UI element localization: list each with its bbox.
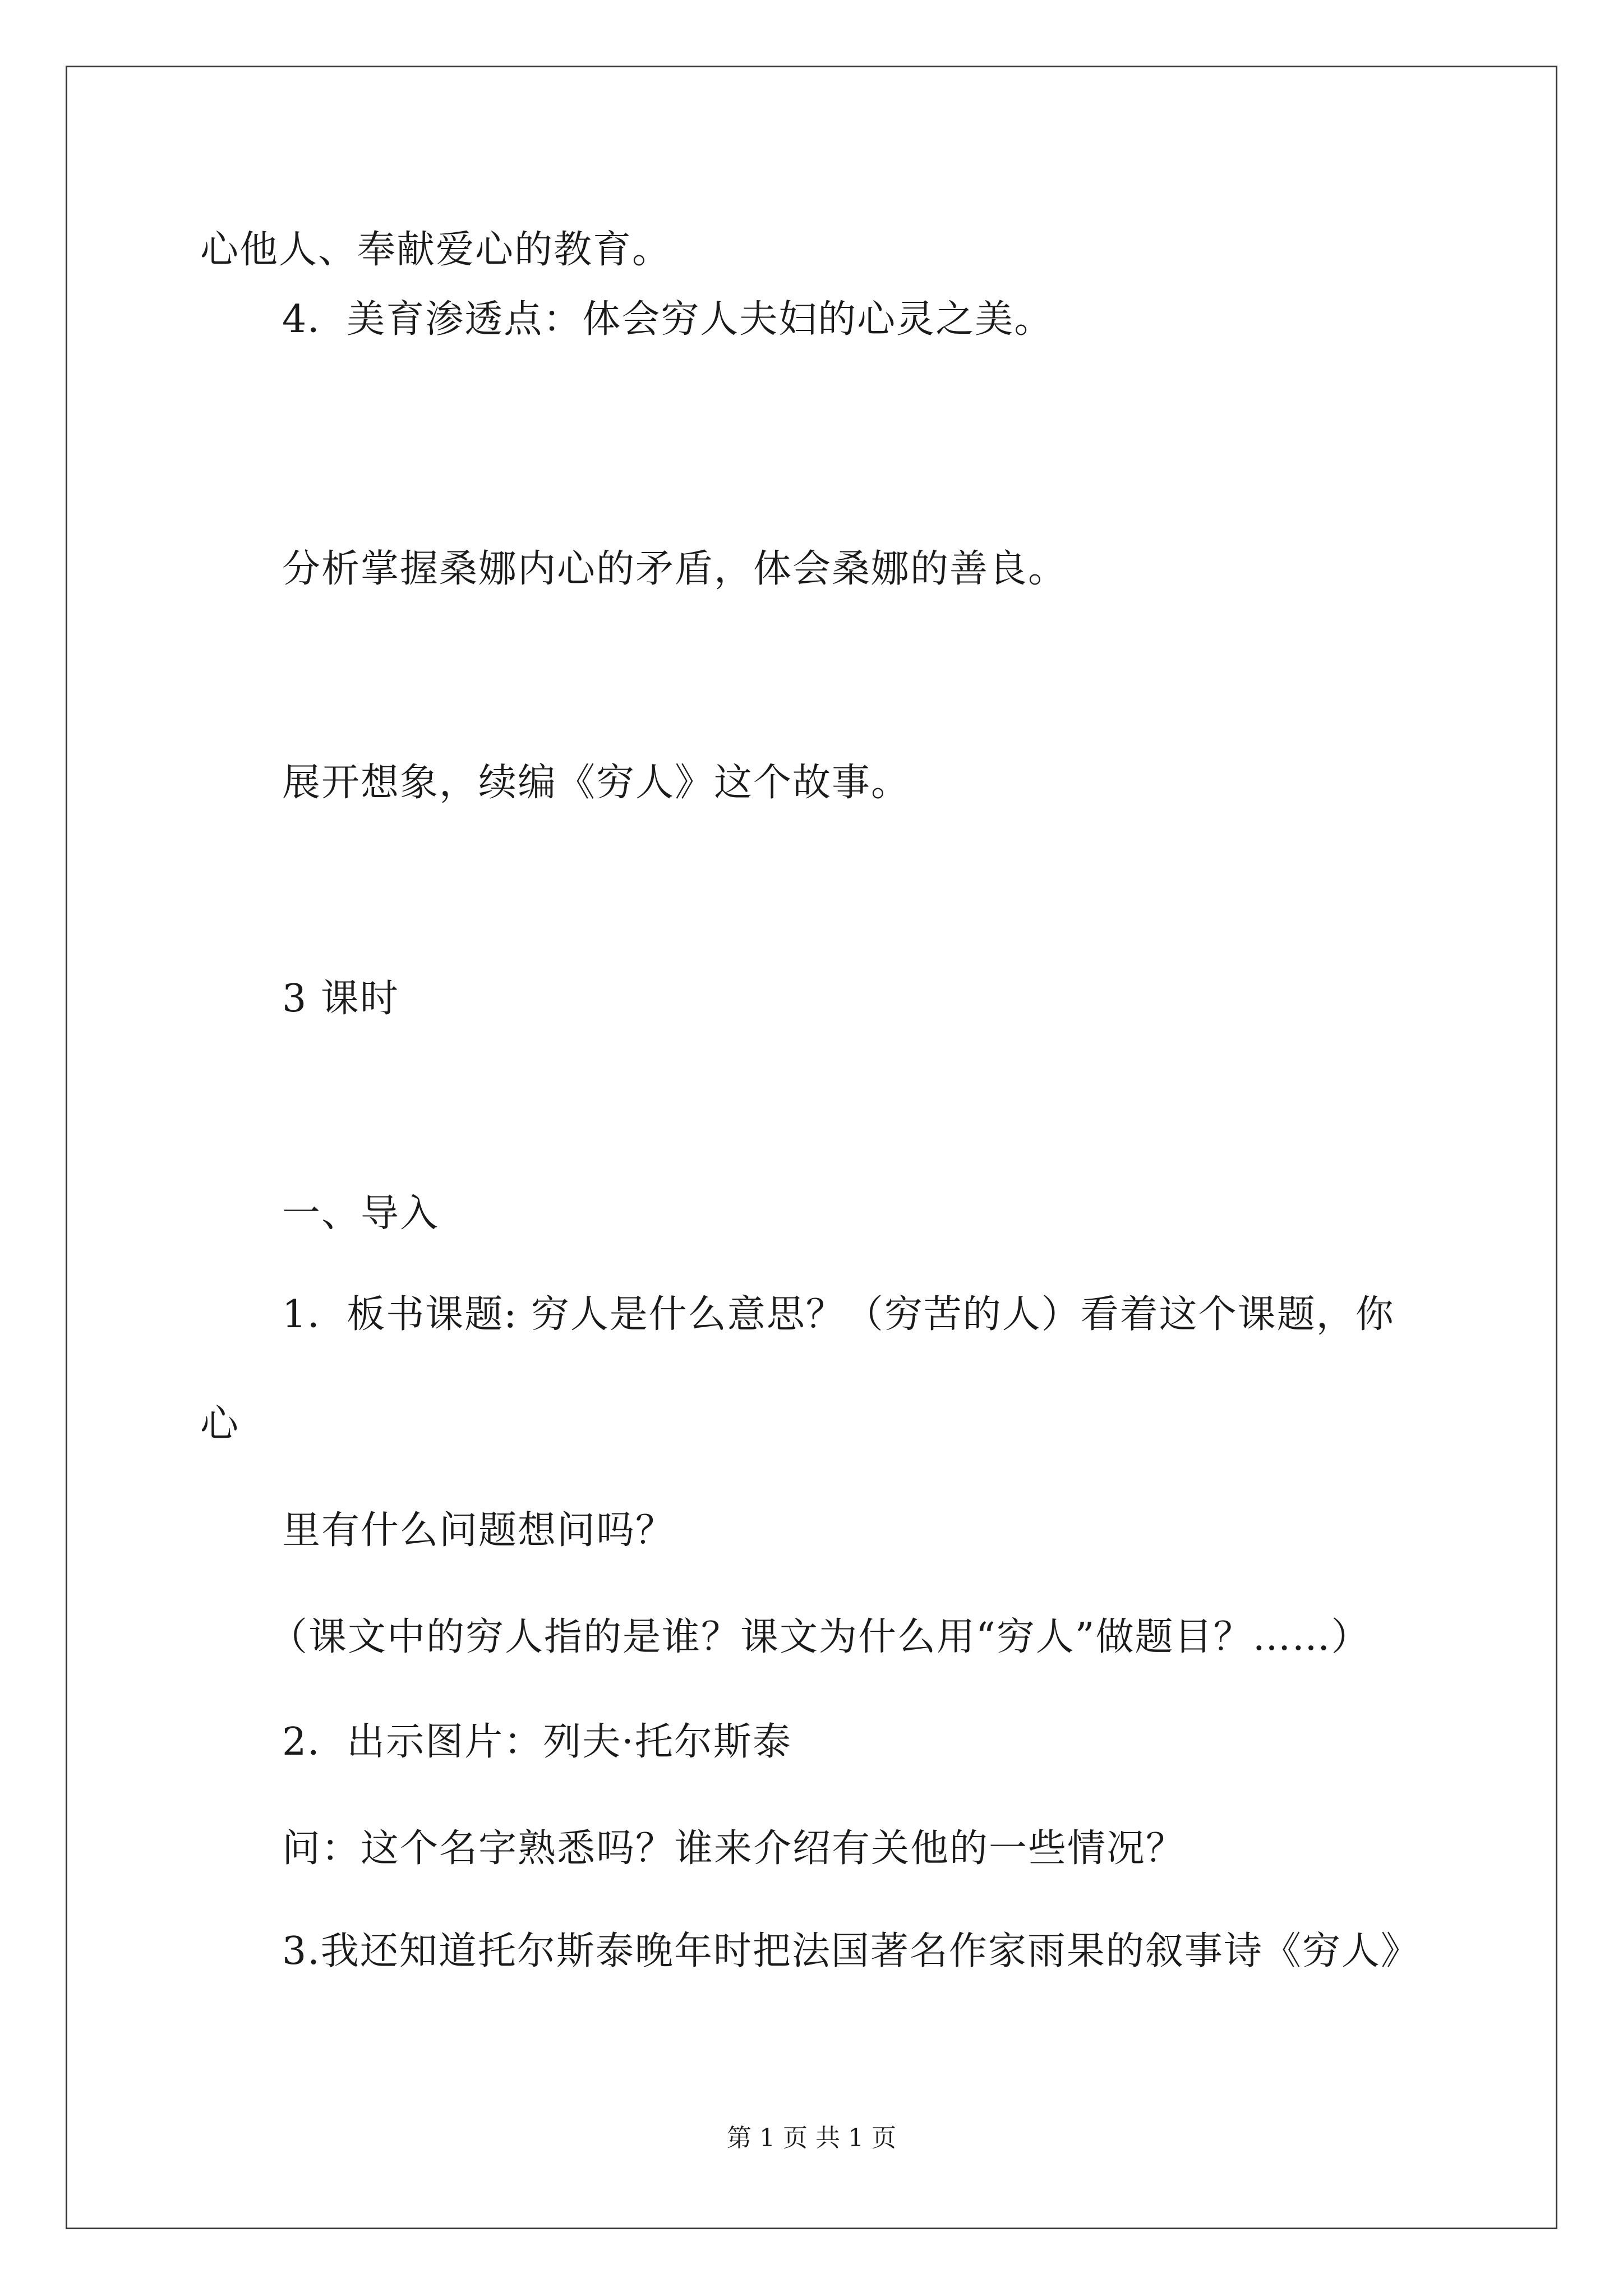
section-heading: 一、导入 xyxy=(282,1191,440,1236)
text-line: 2．出示图片：列夫·托尔斯泰 xyxy=(282,1720,792,1764)
text-line: 心 xyxy=(200,1402,240,1446)
text-line: 里有什么问题想问吗？ xyxy=(282,1508,675,1553)
page-border xyxy=(66,66,1557,2229)
text-line: 1．板书课题: 穷人是什么意思？（穷苦的人）看着这个课题，你 xyxy=(282,1292,1395,1337)
text-line: 3.我还知道托尔斯泰晚年时把法国著名作家雨果的叙事诗《穷人》 xyxy=(282,1929,1420,1973)
text-line: （课文中的穷人指的是谁？课文为什么用“穷人”做题目？……） xyxy=(269,1615,1371,1659)
text-line: 分析掌握桑娜内心的矛盾，体会桑娜的善良。 xyxy=(282,547,1068,591)
text-line: 3 课时 xyxy=(282,977,399,1021)
page-number-footer: 第 1 页 共 1 页 xyxy=(727,2124,896,2152)
text-line: 心他人、奉献爱心的教育。 xyxy=(200,228,672,272)
text-line: 4．美育渗透点：体会穷人夫妇的心灵之美。 xyxy=(282,297,1054,342)
text-line: 问：这个名字熟悉吗？谁来介绍有关他的一些情况？ xyxy=(282,1826,1186,1871)
text-line: 展开想象，续编《穷人》这个故事。 xyxy=(282,761,911,805)
